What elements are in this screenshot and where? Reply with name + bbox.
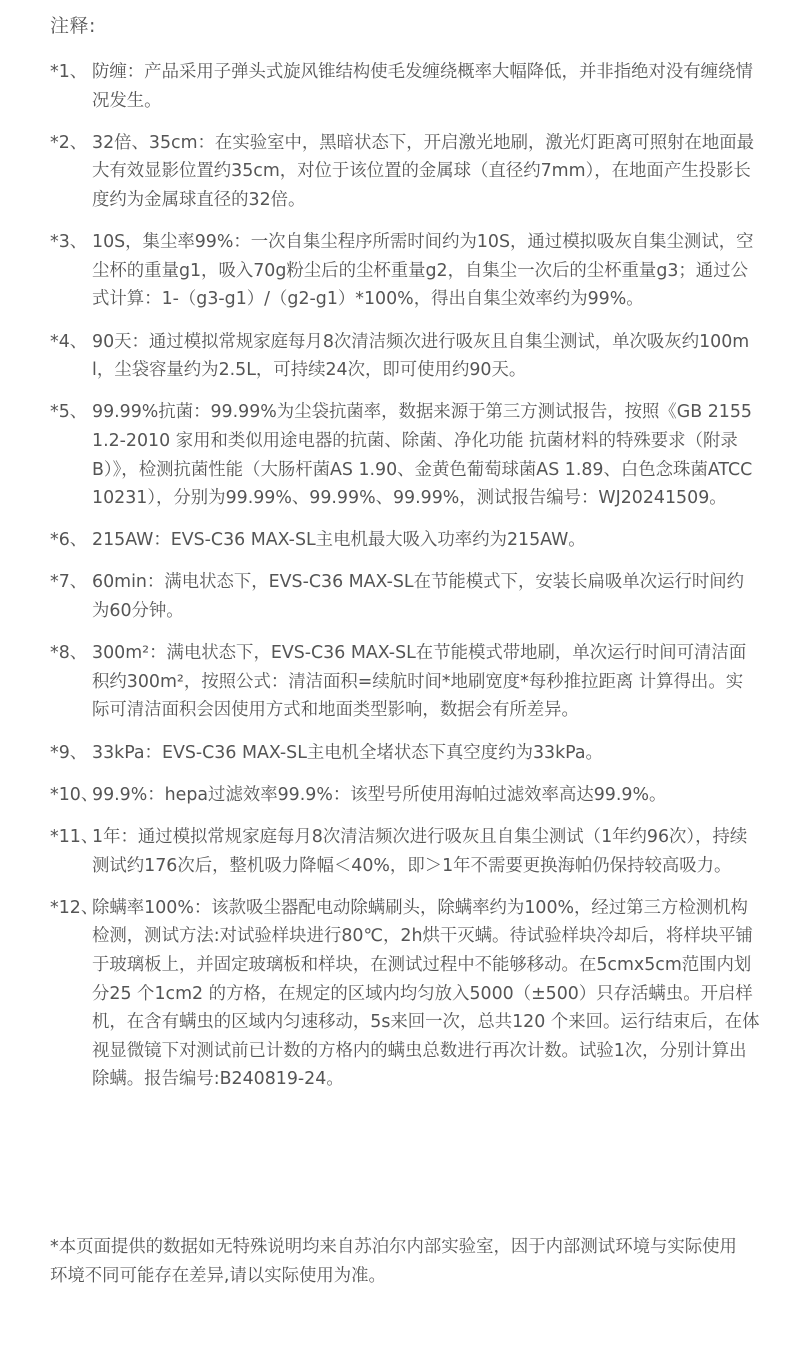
note-text: 除螨率100%：该款吸尘器配电动除螨刷头，除螨率约为100%，经过第三方检测机构检测，测试方法:对试验样块进行80℃，2h烘干灭螨。待试验样块冷却后，将样块平铺于玻璃板上，并固定玻璃板和样块，在测试过程中不能够移动。在5cmx5cm范围内划分25 个1cm2 的方格，在规定的区域内均匀放入5000（±500）只存活螨虫。开启样机，在含有螨虫的区域内匀速移动，5s来回一次，总共120 个来回。运行结束后，在体视显微镜下对测试前已计数的方格内的螨虫总数进行再次计数。试验1次，分别计算出除螨。报告编号:B240819-24。 xyxy=(92,897,760,1090)
note-number: *8、 xyxy=(50,643,88,664)
note-number: *6、 xyxy=(50,530,88,551)
notes-title: 注释: xyxy=(50,15,96,37)
note-text: 33kPa：EVS-C36 MAX-SL主电机全堵状态下真空度约为33kPa。 xyxy=(92,742,603,763)
note-number: *3、 xyxy=(50,232,88,253)
note-item xyxy=(50,526,760,555)
note-text: 300m²：满电状态下，EVS-C36 MAX-SL在节能模式带地刷，单次运行时间可清洁面积约300m²，按照公式：清洁面积=续航时间*地刷宽度*每秒推拉距离 计算得出。实际可清洁面积会因使用方式和地面类型影响，数据会有所差异。 xyxy=(92,643,747,721)
note-number: *2、 xyxy=(50,132,88,153)
note-item xyxy=(50,739,760,768)
note-item xyxy=(50,58,760,115)
note-item xyxy=(50,228,760,314)
note-number: *4、 xyxy=(50,331,88,352)
notes-list xyxy=(50,58,760,1108)
note-number: *12、 xyxy=(50,897,99,918)
note-item xyxy=(50,568,760,625)
disclaimer-footer: *本页面提供的数据如无特殊说明均来自苏泊尔内部实验室，因于内部测试环境与实际使用环境不同可能存在差异,请以实际使用为准。 xyxy=(50,1237,737,1286)
note-number: *10、 xyxy=(50,784,99,805)
note-text: 防缠：产品采用子弹头式旋风锥结构使毛发缠绕概率大幅降低，并非指绝对没有缠绕情况发生。 xyxy=(92,62,753,111)
note-text: 1年：通过模拟常规家庭每月8次清洁频次进行吸灰且自集尘测试（1年约96次），持续测试约176次后，整机吸力降幅＜40%，即＞1年不需要更换海帕仍保持较高吸力。 xyxy=(92,827,748,876)
note-text: 10S，集尘率99%：一次自集尘程序所需时间约为10S，通过模拟吸灰自集尘测试，空尘杯的重量g1，吸入70g粉尘后的尘杯重量g2，自集尘一次后的尘杯重量g3；通过公式计算：1-（g3-g1）/（g2-g1）*100%，得出自集尘效率约为99%。 xyxy=(92,232,754,310)
note-item xyxy=(50,398,760,512)
note-number: *9、 xyxy=(50,742,88,763)
note-text: 90天：通过模拟常规家庭每月8次清洁频次进行吸灰且自集尘测试，单次吸灰约100ml，尘袋容量约为2.5L，可持续24次，即可使用约90天。 xyxy=(92,331,750,381)
note-item xyxy=(50,781,760,810)
note-item xyxy=(50,823,760,880)
note-text: 99.99%抗菌：99.99%为尘袋抗菌率，数据来源于第三方测试报告，按照《GB 21551.2-2010 家用和类似用途电器的抗菌、除菌、净化功能 抗菌材料的特殊要求（附录B）》，检测抗菌性能（大肠杆菌AS 1.90、金黄色葡萄球菌AS 1.89、白色念珠菌ATCC 10231），分别为99.99%、99.99%、99.99%，测试报告编号：WJ20241509。 xyxy=(92,402,753,509)
note-text: 99.9%：hepa过滤效率99.9%：该型号所使用海帕过滤效率高达99.9%。 xyxy=(92,784,667,805)
note-number: *5、 xyxy=(50,402,88,423)
note-text: 32倍、35cm：在实验室中，黑暗状态下，开启激光地刷，激光灯距离可照射在地面最大有效显影位置约35cm，对位于该位置的金属球（直径约7mm），在地面产生投影长度约为金属球直径的32倍。 xyxy=(92,132,755,210)
note-item xyxy=(50,639,760,725)
note-item xyxy=(50,129,760,215)
note-item xyxy=(50,328,760,385)
note-item xyxy=(50,894,760,1094)
note-text: 60min：满电状态下，EVS-C36 MAX-SL在节能模式下，安装长扁吸单次运行时间约为60分钟。 xyxy=(92,572,745,622)
note-number: *1、 xyxy=(50,62,88,82)
note-text: 215AW：EVS-C36 MAX-SL主电机最大吸入功率约为215AW。 xyxy=(92,530,586,551)
note-number: *7、 xyxy=(50,572,88,593)
note-number: *11、 xyxy=(50,827,99,847)
